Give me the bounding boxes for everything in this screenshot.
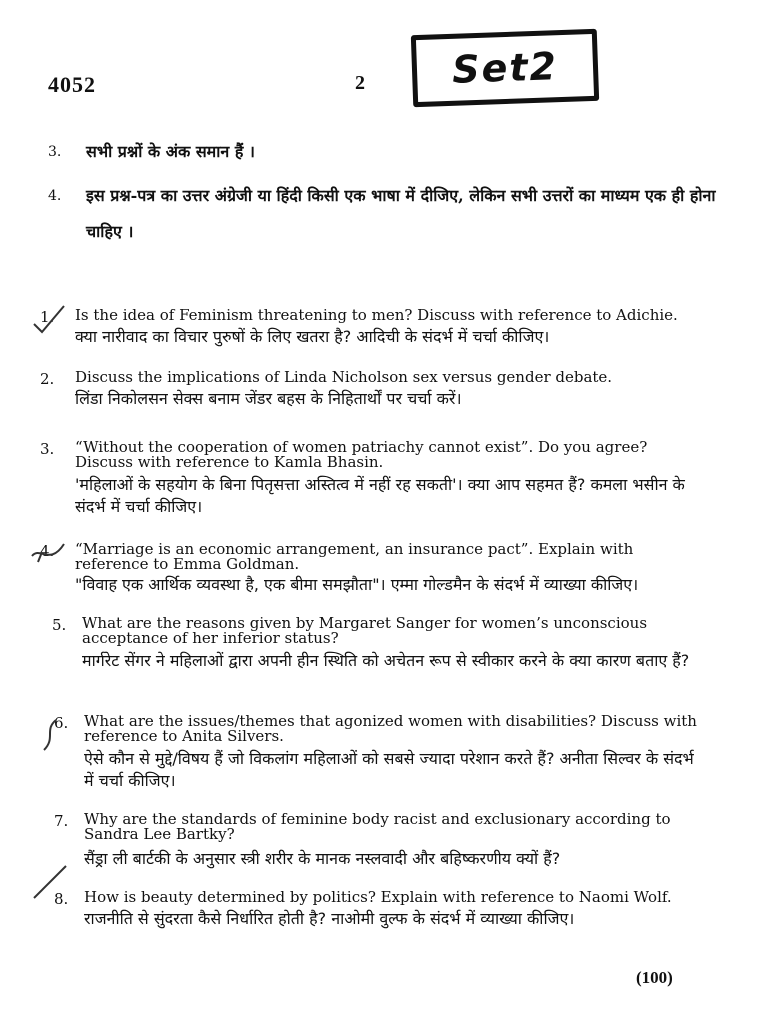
question-text-hindi: लिंडा निकोलसन सेक्स बनाम जेंडर बहस के निहितार्थों पर चर्चा करें। (75, 389, 462, 408)
pen-tick-mark (28, 536, 68, 572)
instruction-3 (48, 134, 728, 170)
max-marks: (100) (636, 968, 673, 987)
question-text-hindi: "विवाह एक आर्थिक व्यवस्था है, एक बीमा समझौता"। एम्मा गोल्डमैन के संदर्भ में व्याख्या कीजिए। (75, 575, 639, 594)
question-text-english: “Marriage is an economic arrangement, an insurance pact”. Explain with reference to Emma Goldman. (75, 540, 634, 573)
question-3 (40, 440, 700, 518)
question-number: 4. (40, 542, 55, 560)
instruction-text: इस प्रश्न-पत्र का उत्तर अंग्रेजी या हिंदी किसी एक भाषा में दीजिए, लेकिन सभी उत्तरों का माध्यम एक ही होना चाहिए । (86, 186, 716, 241)
question-5 (52, 616, 700, 694)
question-number: 3. (40, 440, 55, 458)
question-1 (40, 308, 700, 350)
question-number: 6. (54, 714, 69, 732)
question-text-english: How is beauty determined by politics? Explain with reference to Naomi Wolf. (84, 888, 672, 906)
instruction-text: सभी प्रश्नों के अंक समान हैं । (86, 142, 255, 161)
question-8 (54, 890, 700, 934)
question-text-hindi: क्या नारीवाद का विचार पुरुषों के लिए खतरा है? आदिची के संदर्भ में चर्चा कीजिए। (75, 327, 550, 346)
question-text-english: What are the reasons given by Margaret Sanger for women’s unconscious acceptance of her inferior status? (82, 614, 648, 647)
page-number: 2 (355, 72, 365, 94)
pen-tick-mark (28, 300, 68, 340)
question-text-english: Discuss the implications of Linda Nicholson sex versus gender debate. (75, 368, 613, 386)
question-text-english: Is the idea of Feminism threatening to men? Discuss with reference to Adichie. (75, 306, 678, 324)
question-text-hindi: सैंड्रा ली बार्टकी के अनुसार स्त्री शरीर के मानक नस्लवादी और बहिष्करणीय क्यों हैं? (84, 849, 561, 868)
question-number: 8. (54, 890, 69, 908)
question-text-english: “Without the cooperation of women patriachy cannot exist”. Do you agree? Discuss with reference to Kamla Bhasin. (75, 438, 648, 471)
question-text-hindi: मार्गरेट सेंगर ने महिलाओं द्वारा अपनी हीन स्थिति को अचेतन रूप से स्वीकार करने के क्या कारण बताए हैं? (82, 651, 690, 670)
question-7 (54, 812, 700, 872)
question-text-hindi: 'महिलाओं के सहयोग के बिना पितृसत्ता अस्तित्व में नहीं रह सकती'। क्या आप सहमत हैं? कमला भसीन के संदर्भ में चर्चा कीजिए। (75, 475, 685, 516)
instruction-number: 4. (48, 188, 62, 204)
instruction-4 (48, 178, 728, 250)
question-6 (54, 714, 700, 792)
question-text-hindi: ऐसे कौन से मुद्दे/विषय हैं जो विकलांग महिलाओं को सबसे ज्यादा परेशान करते हैं? अनीता सिल्वर के संदर्भ में चर्चा कीजिए। (84, 749, 694, 790)
question-2 (40, 370, 700, 412)
paper-code: 4052 (48, 72, 96, 97)
question-text-english: Why are the standards of feminine body racist and exclusionary according to Sandra Lee Bartky? (84, 810, 671, 843)
pen-tick-mark (30, 862, 70, 902)
question-number: 5. (52, 616, 67, 634)
question-4 (40, 542, 700, 614)
question-number: 2. (40, 370, 55, 388)
pen-tick-mark (36, 714, 69, 756)
question-number: 1. (40, 308, 55, 326)
question-text-english: What are the issues/themes that agonized women with disabilities? Discuss with reference to Anita Silvers. (84, 712, 697, 745)
question-number: 7. (54, 812, 69, 830)
set-stamp (411, 29, 599, 107)
set-label: Set2 (451, 44, 559, 92)
instruction-number: 3. (48, 144, 62, 160)
question-text-hindi: राजनीति से सुंदरता कैसे निर्धारित होती है? नाओमी वुल्फ के संदर्भ में व्याख्या कीजिए। (84, 909, 575, 928)
